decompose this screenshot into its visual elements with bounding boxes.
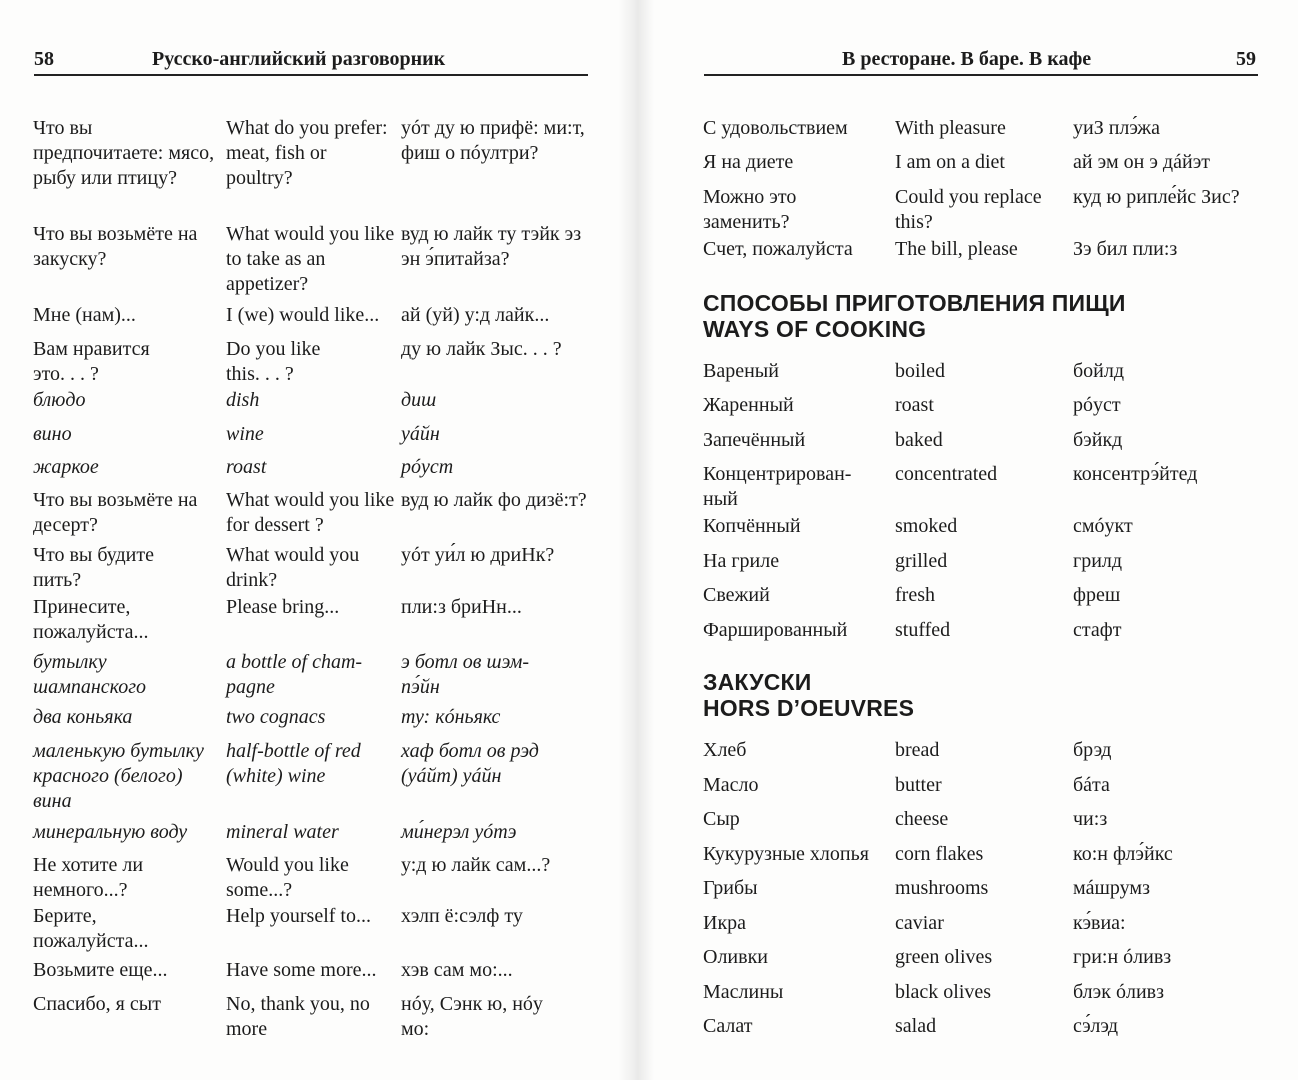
transcription: чи:з [1073, 808, 1108, 830]
transcription: Зэ бил пли:з [1073, 238, 1178, 260]
transcription: блэк óливз [1073, 981, 1164, 1003]
english-phrase: No, thank you, no more [226, 993, 370, 1040]
english-phrase: Have some more... [226, 959, 377, 981]
russian-word: Хлеб [703, 739, 747, 761]
russian-word: Вареный [703, 360, 779, 382]
russian-phrase: жаркое [33, 456, 99, 478]
section-title-ru: СПОСОБЫ ПРИГОТОВЛЕНИЯ ПИЩИ [703, 290, 1126, 316]
running-title: В ресторане. В баре. В кафе [842, 48, 1092, 70]
english-phrase: dish [226, 389, 260, 411]
russian-phrase: вино [33, 423, 72, 445]
english-word: salad [895, 1015, 937, 1037]
transcription: ми́нерэл уóтэ [401, 821, 517, 843]
english-phrase: Do you like this. . . ? [226, 338, 321, 385]
russian-word: На гриле [703, 550, 780, 572]
russian-word: Свежий [703, 584, 770, 606]
english-phrase: Would you like some...? [226, 854, 349, 901]
left-page-header [34, 44, 588, 76]
transcription: уáйн [401, 423, 440, 445]
russian-phrase: Я на диете [703, 151, 794, 173]
russian-word: Салат [703, 1015, 753, 1037]
section-title-en: WAYS OF COOKING [703, 316, 927, 342]
english-phrase: I am on a diet [895, 151, 1005, 173]
english-phrase: With pleasure [895, 117, 1006, 139]
english-word: caviar [895, 912, 944, 934]
transcription: хэлп ё:сэлф ту [401, 905, 523, 927]
transcription: уóт уи́л ю дриНк? [401, 544, 555, 566]
russian-word: Сыр [703, 808, 740, 830]
english-word: butter [895, 774, 942, 796]
transcription: куд ю рипле́йс Зис? [1073, 186, 1240, 208]
english-phrase: wine [226, 423, 264, 445]
russian-phrase: бутылку шампанского [33, 651, 147, 698]
english-phrase: roast [226, 456, 267, 478]
russian-phrase: Что вы возьмёте на десерт? [33, 489, 198, 536]
english-word: stuffed [895, 619, 951, 641]
right-page-header [704, 44, 1258, 76]
russian-word: Маслины [703, 981, 784, 1003]
english-phrase: Help yourself to... [226, 905, 371, 927]
english-word: bread [895, 739, 940, 761]
english-word: smoked [895, 515, 958, 537]
english-word: roast [895, 394, 934, 416]
transcription: смóукт [1073, 515, 1133, 537]
english-phrase: two cognacs [226, 706, 326, 728]
running-title: Русско-английский разговорник [152, 48, 446, 70]
right-page [640, 0, 1298, 1080]
transcription: рóуст [401, 456, 454, 478]
russian-phrase: С удовольствием [703, 117, 848, 139]
russian-phrase: два коньяка [33, 706, 133, 728]
transcription: хаф ботл ов рэд (уáйт) уáйн [401, 740, 539, 787]
english-phrase: What would you like to take as an appetizer? [226, 223, 395, 295]
transcription: ай эм он э дáйэт [1073, 151, 1211, 173]
russian-phrase: Что вы предпочитаете: мясо, рыбу или птицу? [33, 117, 215, 189]
english-phrase: What do you prefer: meat, fish or poultry? [226, 117, 388, 189]
transcription: гри:н óливз [1073, 946, 1172, 968]
russian-phrase: Берите, пожалуйста... [33, 905, 149, 952]
russian-phrase: Что вы будите пить? [33, 544, 155, 591]
russian-phrase: Можно это заменить? [703, 186, 797, 233]
russian-phrase: Спасибо, я сыт [33, 993, 161, 1015]
english-phrase: a bottle of cham-pagne [226, 651, 363, 698]
transcription: уóт ду ю прифё: ми:т, фиш о пóултри? [401, 117, 585, 164]
transcription: ко:н флэ́йкс [1073, 843, 1173, 865]
english-word: green olives [895, 946, 993, 968]
english-phrase: The bill, please [895, 238, 1018, 260]
transcription: нóу, Сэнк ю, нóу мо: [401, 993, 543, 1040]
english-word: mushrooms [895, 877, 989, 899]
russian-phrase: Вам нравится это. . . ? [33, 338, 150, 385]
english-word: black olives [895, 981, 992, 1003]
transcription: у:д ю лайк сам...? [401, 854, 551, 876]
transcription: вуд ю лайк фо дизё:т? [401, 489, 587, 511]
russian-word: Грибы [703, 877, 758, 899]
english-word: fresh [895, 584, 935, 606]
russian-word: Запечённый [703, 429, 806, 451]
transcription: ду ю лайк Зыс. . . ? [401, 338, 562, 360]
russian-phrase: Счет, пожалуйста [703, 238, 853, 260]
left-page [0, 0, 620, 1080]
transcription: пли:з бриНн... [401, 596, 522, 618]
page-number: 58 [34, 48, 54, 70]
transcription: э ботл ов шэм-пэ́йн [401, 651, 530, 698]
russian-word: Икра [703, 912, 747, 934]
russian-phrase: Не хотите ли немного...? [33, 854, 144, 901]
english-word: baked [895, 429, 943, 451]
transcription: консентрэ́йтед [1073, 463, 1198, 485]
transcription: уиЗ плэ́жа [1073, 117, 1160, 139]
russian-phrase: Возьмите еще... [33, 959, 168, 981]
transcription: бáта [1073, 774, 1110, 796]
transcription: фреш [1073, 584, 1121, 606]
transcription: бойлд [1073, 360, 1125, 382]
russian-phrase: блюдо [33, 389, 86, 411]
transcription: диш [401, 389, 437, 411]
section-heading-hors-doeuvres [703, 669, 914, 721]
section-heading-cooking [703, 290, 1126, 342]
russian-phrase: Принесите, пожалуйста... [33, 596, 149, 643]
transcription: брэд [1073, 739, 1112, 761]
page-number: 59 [1236, 48, 1256, 70]
russian-word: Копчённый [703, 515, 801, 537]
transcription: мáшрумз [1073, 877, 1150, 899]
russian-word: Оливки [703, 946, 768, 968]
english-word: grilled [895, 550, 948, 572]
english-word: concentrated [895, 463, 998, 485]
english-phrase: Please bring... [226, 596, 340, 618]
transcription: ай (уй) у:д лайк... [401, 304, 550, 326]
transcription: кэ́виа: [1073, 912, 1126, 934]
section-title-ru: ЗАКУСКИ [703, 669, 812, 695]
english-phrase: mineral water [226, 821, 339, 843]
transcription: хэв сам мо:... [401, 959, 513, 981]
transcription: вуд ю лайк ту тэйк эз эн э́питайза? [401, 223, 582, 270]
transcription: бэйкд [1073, 429, 1123, 451]
transcription: сэ́лэд [1073, 1015, 1119, 1037]
english-phrase: half-bottle of red (white) wine [226, 740, 361, 787]
english-word: corn flakes [895, 843, 984, 865]
russian-word: Концентрирован-ный [703, 463, 852, 510]
russian-word: Масло [703, 774, 759, 796]
russian-phrase: маленькую бутылку красного (белого) вина [33, 740, 204, 812]
russian-word: Фаршированный [703, 619, 848, 641]
english-phrase: I (we) would like... [226, 304, 380, 326]
english-word: cheese [895, 808, 949, 830]
russian-word: Жаренный [703, 394, 794, 416]
russian-phrase: Что вы возьмёте на закуску? [33, 223, 198, 270]
section-title-en: HORS D’OEUVRES [703, 695, 915, 721]
russian-word: Кукурузные хлопья [703, 843, 869, 865]
english-word: boiled [895, 360, 945, 382]
english-phrase: What would you like for dessert ? [226, 489, 395, 536]
english-phrase: What would you drink? [226, 544, 360, 591]
transcription: грилд [1073, 550, 1123, 572]
transcription: ту: кóньякс [401, 706, 501, 728]
russian-phrase: Мне (нам)... [33, 304, 136, 326]
transcription: рóуст [1073, 394, 1121, 416]
transcription: стафт [1073, 619, 1122, 641]
russian-phrase: минеральную воду [33, 821, 188, 843]
english-phrase: Could you replace this? [895, 186, 1042, 233]
